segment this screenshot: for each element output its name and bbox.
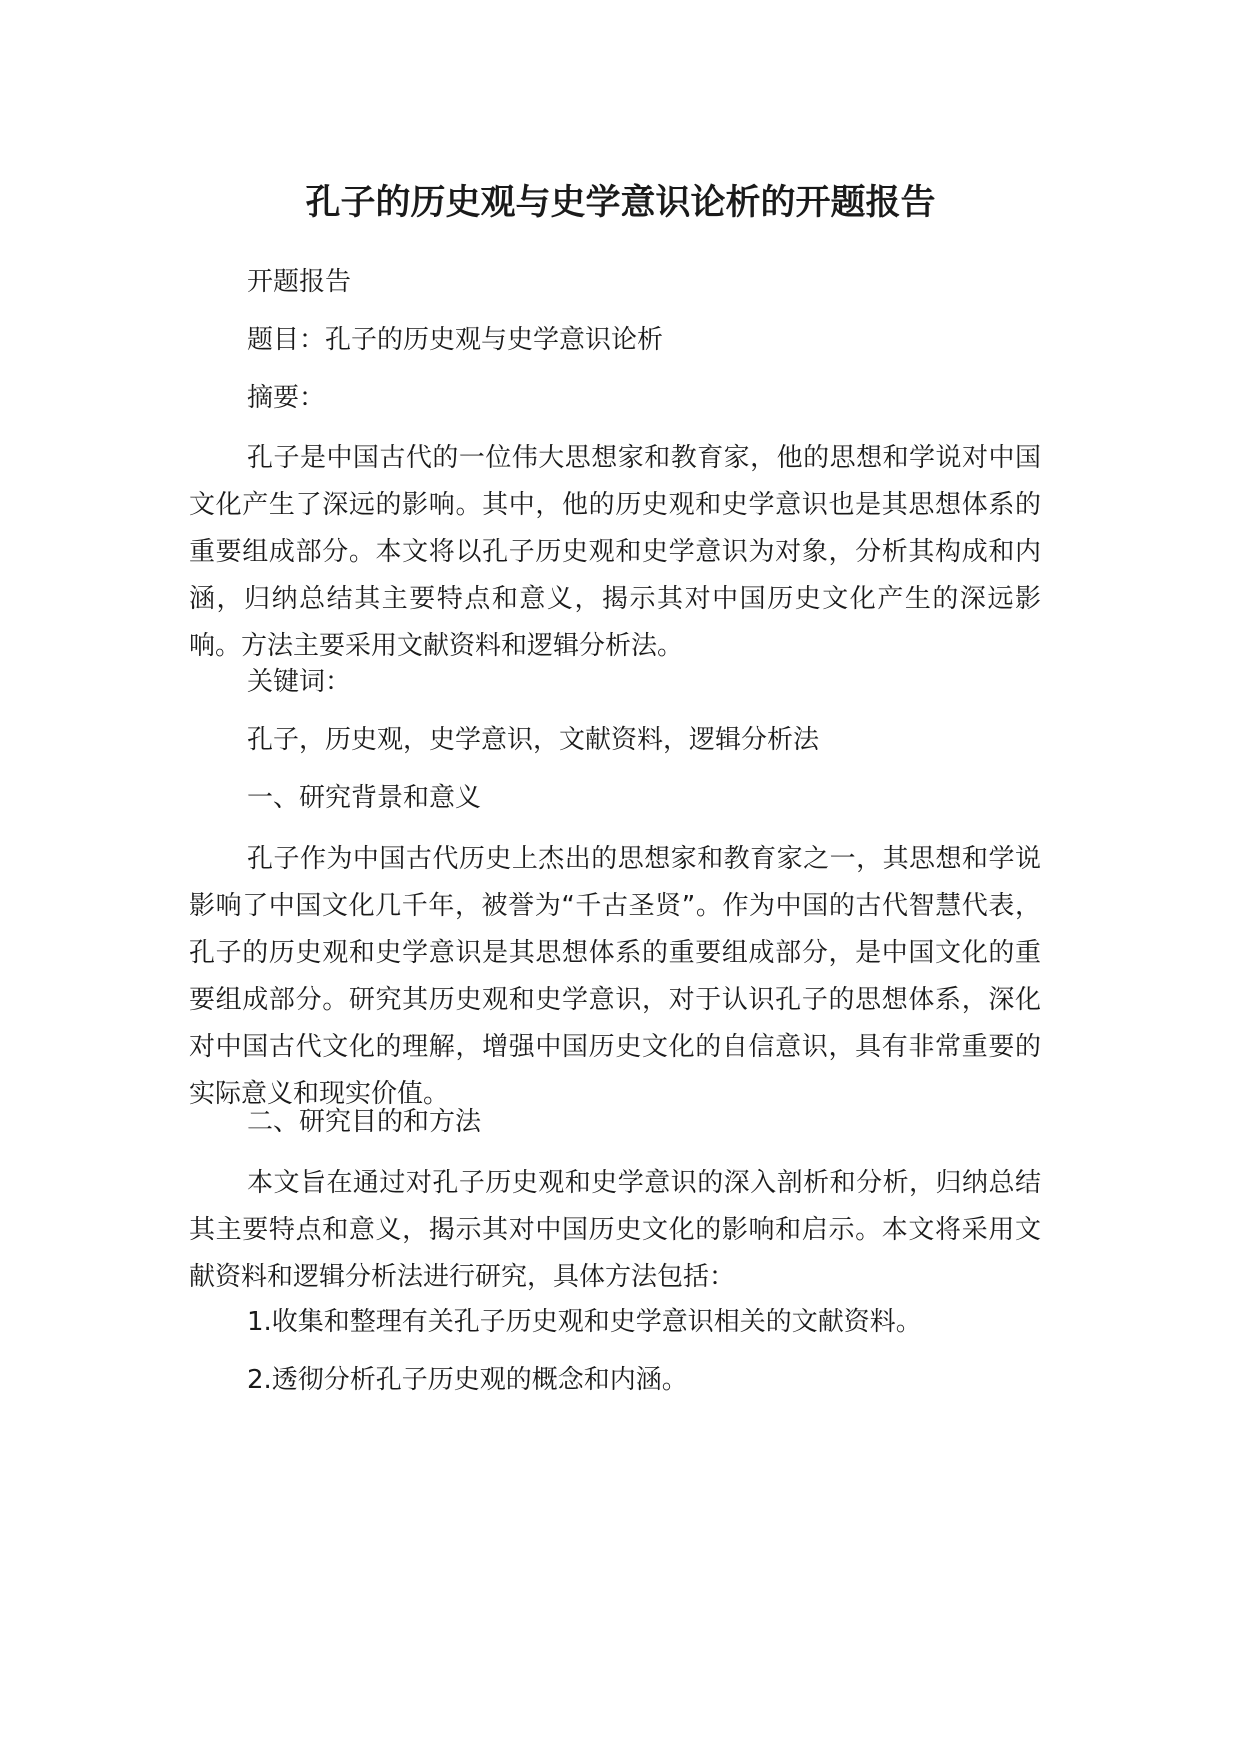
section-2-title: 二、研究目的和方法 xyxy=(247,1107,482,1137)
method-item-1: 1.收集和整理有关孔子历史观和史学意识相关的文献资料。 xyxy=(247,1307,922,1337)
keywords-list: 孔子，历史观，史学意识，文献资料，逻辑分析法 xyxy=(247,725,820,755)
method-item-2: 2.透彻分析孔子历史观的概念和内涵。 xyxy=(247,1365,688,1395)
report-heading: 开题报告 xyxy=(247,267,352,297)
document-title: 孔子的历史观与史学意识论析的开题报告 xyxy=(305,183,936,223)
abstract-label: 摘要： xyxy=(247,383,326,413)
section-2-paragraph: 本文旨在通过对孔子历史观和史学意识的深入剖析和分析，归纳总结其主要特点和意义，揭示其对中国历史文化的影响和启示。本文将采用文献资料和逻辑分析法进行研究，具体方法包括： xyxy=(189,1168,1041,1292)
abstract-paragraph: 孔子是中国古代的一位伟大思想家和教育家，他的思想和学说对中国文化产生了深远的影响。其中，他的历史观和史学意识也是其思想体系的重要组成部分。本文将以孔子历史观和史学意识为对象，分析其构成和内涵，归纳总结其主要特点和意义，揭示其对中国历史文化产生的深远影响。方法主要采用文献资料和逻辑分析法。 xyxy=(189,443,1041,661)
report-subject: 题目：孔子的历史观与史学意识论析 xyxy=(247,325,664,355)
keywords-label: 关键词： xyxy=(247,667,352,697)
section-1-title: 一、研究背景和意义 xyxy=(247,783,482,813)
section-1-paragraph: 孔子作为中国古代历史上杰出的思想家和教育家之一，其思想和学说影响了中国文化几千年，被誉为“千古圣贤”。作为中国的古代智慧代表，孔子的历史观和史学意识是其思想体系的重要组成部分，是中国文化的重要组成部分。研究其历史观和史学意识，对于认识孔子的思想体系，深化对中国古代文化的理解，增强中国历史文化的自信意识，具有非常重要的实际意义和现实价值。 xyxy=(189,844,1041,1109)
